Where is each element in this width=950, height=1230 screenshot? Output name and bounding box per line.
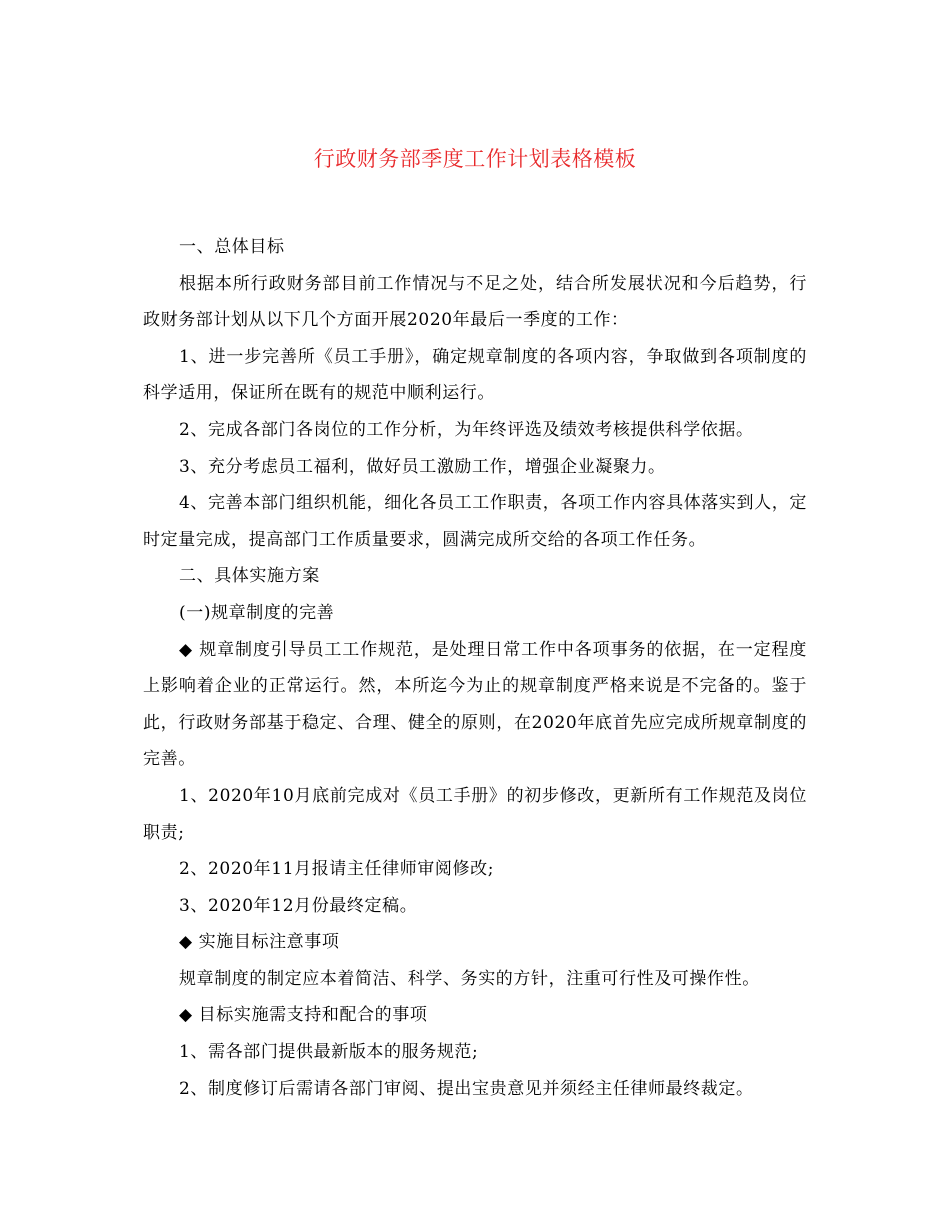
paragraph-goal-4: 4、完善本部门组织机能，细化各员工工作职责，各项工作内容具体落实到人，定时定量完成，提高部门工作质量要求，圆满完成所交给的各项工作任务。 <box>143 493 807 550</box>
paragraph-intro: 根据本所行政财务部目前工作情况与不足之处，结合所发展状况和今后趋势，行政财务部计划从以下几个方面开展2020年最后一季度的工作： <box>143 273 807 331</box>
document-title: 行政财务部季度工作计划表格模板 <box>313 147 637 171</box>
bullet-heading-notes: ◆ 实施目标注意事项 <box>179 932 340 953</box>
section-heading-overall-goal: 一、总体目标 <box>179 237 285 257</box>
document-body <box>143 229 807 1107</box>
paragraph-goal-3: 3、充分考虑员工福利，做好员工激励工作，增强企业凝聚力。 <box>179 456 666 477</box>
paragraph-support-1: 1、需各部门提供最新版本的服务规范; <box>179 1042 479 1063</box>
bullet-heading-support: ◆ 目标实施需支持和配合的事项 <box>179 1005 428 1026</box>
paragraph-step-1: 1、2020年10月底前完成对《员工手册》的初步修改，更新所有工作规范及岗位职责; <box>143 785 807 843</box>
paragraph-notes: 规章制度的制定应本着简洁、科学、务实的方针，注重可行性及可操作性。 <box>179 968 760 989</box>
paragraph-step-2: 2、2020年11月报请主任律师审阅修改; <box>179 859 495 880</box>
paragraph-step-3: 3、2020年12月份最终定稿。 <box>179 895 418 916</box>
subsection-heading-rules: (一)规章制度的完善 <box>179 602 335 623</box>
paragraph-goal-1: 1、进一步完善所《员工手册》，确定规章制度的各项内容，争取做到各项制度的科学适用，保证所在既有的规范中顺利运行。 <box>143 346 807 404</box>
section-heading-implementation: 二、具体实施方案 <box>179 566 320 587</box>
paragraph-rules-description: ◆ 规章制度引导员工工作规范，是处理日常工作中各项事务的依据，在一定程度上影响着企业的正常运行。然，本所迄今为止的规章制度严格来说是不完备的。鉴于此，行政财务部基于稳定、合理、健全的原则，在2020年底首先应完成所规章制度的完善。 <box>143 639 807 770</box>
paragraph-support-2: 2、制度修订后需请各部门审阅、提出宝贵意见并须经主任律师最终裁定。 <box>179 1078 754 1099</box>
paragraph-goal-2: 2、完成各部门各岗位的工作分析，为年终评选及绩效考核提供科学依据。 <box>179 419 754 440</box>
